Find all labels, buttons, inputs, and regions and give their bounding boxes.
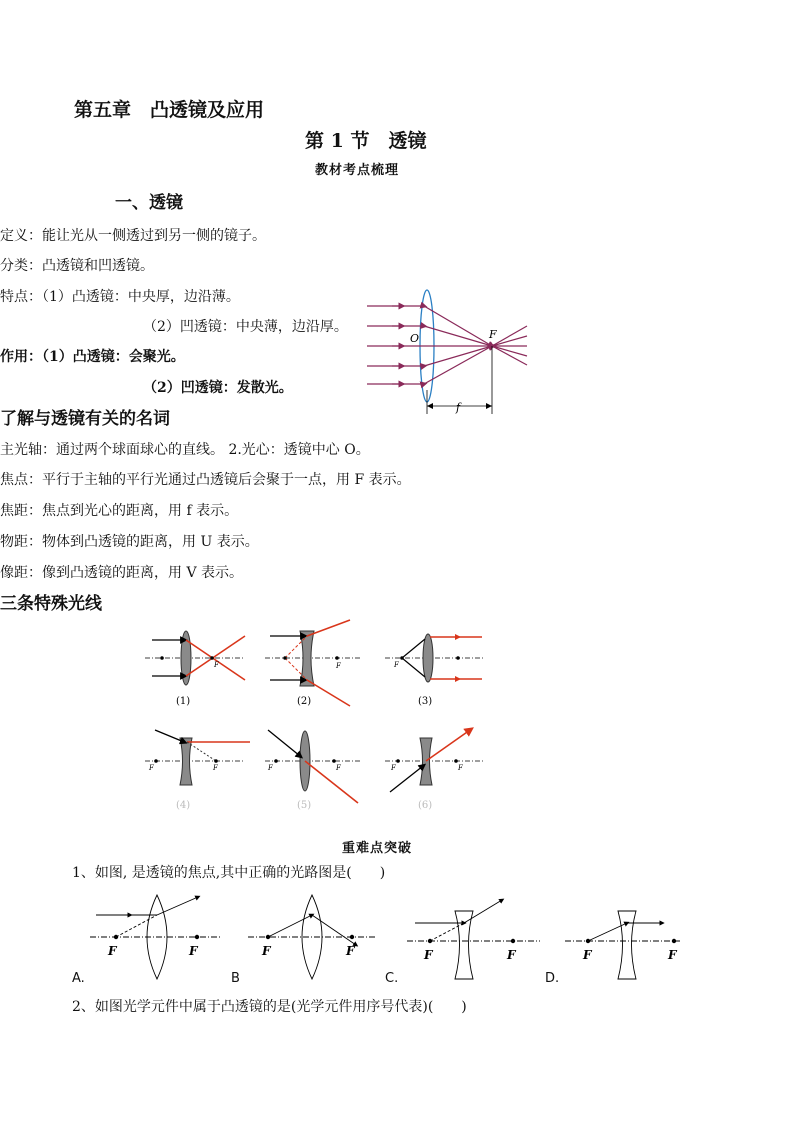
svg-text:F: F <box>336 662 341 670</box>
convex-lens-figure <box>362 290 532 418</box>
option-d-diagram <box>565 911 680 979</box>
key-points-heading: 重难点突破 <box>342 841 413 856</box>
option-c-label: C. <box>385 971 399 986</box>
svg-text:F: F <box>189 944 198 958</box>
diagram-label-6: (6) <box>418 800 433 811</box>
term-line: 焦距：焦点到光心的距离，用 f 表示。 <box>0 503 239 519</box>
question-1-diagrams <box>70 893 690 985</box>
chapter-title: 第五章 凸透镜及应用 <box>74 99 265 121</box>
option-b-diagram <box>248 895 375 979</box>
ray-diagram-2 <box>265 620 360 706</box>
part3-heading: 三条特殊光线 <box>0 594 102 614</box>
ray-diagram-1 <box>145 631 245 685</box>
term-line: 物距：物体到凸透镜的距离，用 U 表示。 <box>0 534 259 550</box>
ray-diagram-4 <box>145 730 250 785</box>
special-rays-figure <box>140 618 490 813</box>
diagram-label-4: (4) <box>176 800 191 811</box>
ray-diagram-3 <box>385 634 485 682</box>
definition-line: 定义：能让光从一侧透过到另一侧的镜子。 <box>0 228 266 244</box>
svg-text:F: F <box>262 944 271 958</box>
svg-text:F: F <box>268 764 273 772</box>
option-a-diagram <box>90 895 220 979</box>
diagram-label-5: (5) <box>297 800 312 811</box>
svg-text:F: F <box>336 764 341 772</box>
svg-text:F: F <box>668 948 677 962</box>
term-line: 像距：像到凸透镜的距离，用 V 表示。 <box>0 565 244 581</box>
question-2-text: 2、如图光学元件中属于凸透镜的是(光学元件用序号代表)( ) <box>72 999 467 1015</box>
classification-line: 分类：凸透镜和凹透镜。 <box>0 258 154 274</box>
question-1-text: 1、如图, 是透镜的焦点,其中正确的光路图是( ) <box>72 865 386 881</box>
term-line: 主光轴：通过两个球面球心的直线。 2.光心：透镜中心 O。 <box>0 442 370 458</box>
term-line: 焦点：平行于主轴的平行光通过凸透镜后会聚于一点，用 F 表示。 <box>0 472 411 488</box>
effect-line-1: 作用：（1）凸透镜：会聚光。 <box>0 349 185 365</box>
svg-text:F: F <box>458 764 463 772</box>
section-title: 第 1 节 透镜 <box>305 130 427 152</box>
diagram-label-3: (3) <box>418 696 433 707</box>
focal-length-label: f <box>456 401 461 414</box>
effect-line-2: （2）凹透镜：发散光。 <box>143 380 293 396</box>
diagram-label-1: (1) <box>176 696 191 707</box>
optical-center-label: O <box>410 332 420 345</box>
svg-text:F: F <box>213 764 218 772</box>
svg-text:F: F <box>346 944 355 958</box>
svg-text:F: F <box>507 948 516 962</box>
ray-diagram-6 <box>385 730 485 792</box>
svg-text:F: F <box>583 948 592 962</box>
svg-text:F: F <box>391 764 396 772</box>
svg-text:F: F <box>424 948 433 962</box>
part2-heading: 了解与透镜有关的名词 <box>0 409 170 429</box>
sub-heading: 教材考点梳理 <box>315 163 400 178</box>
svg-text:F: F <box>214 661 219 669</box>
feature-line-2: （2）凹透镜：中央薄，边沿厚。 <box>143 319 348 335</box>
option-c-diagram <box>407 900 540 979</box>
svg-text:F: F <box>149 764 154 772</box>
diagram-label-2: (2) <box>297 696 312 707</box>
svg-text:F: F <box>108 944 117 958</box>
option-a-label: A. <box>72 971 85 986</box>
ray-diagram-5 <box>265 730 360 803</box>
option-b-label: B <box>231 971 240 986</box>
focus-label: F <box>489 328 497 341</box>
feature-line-1: 特点：（1）凸透镜：中央厚，边沿薄。 <box>0 289 240 305</box>
part1-heading: 一、透镜 <box>115 193 183 213</box>
option-d-label: D. <box>545 971 560 986</box>
svg-text:F: F <box>394 661 399 669</box>
